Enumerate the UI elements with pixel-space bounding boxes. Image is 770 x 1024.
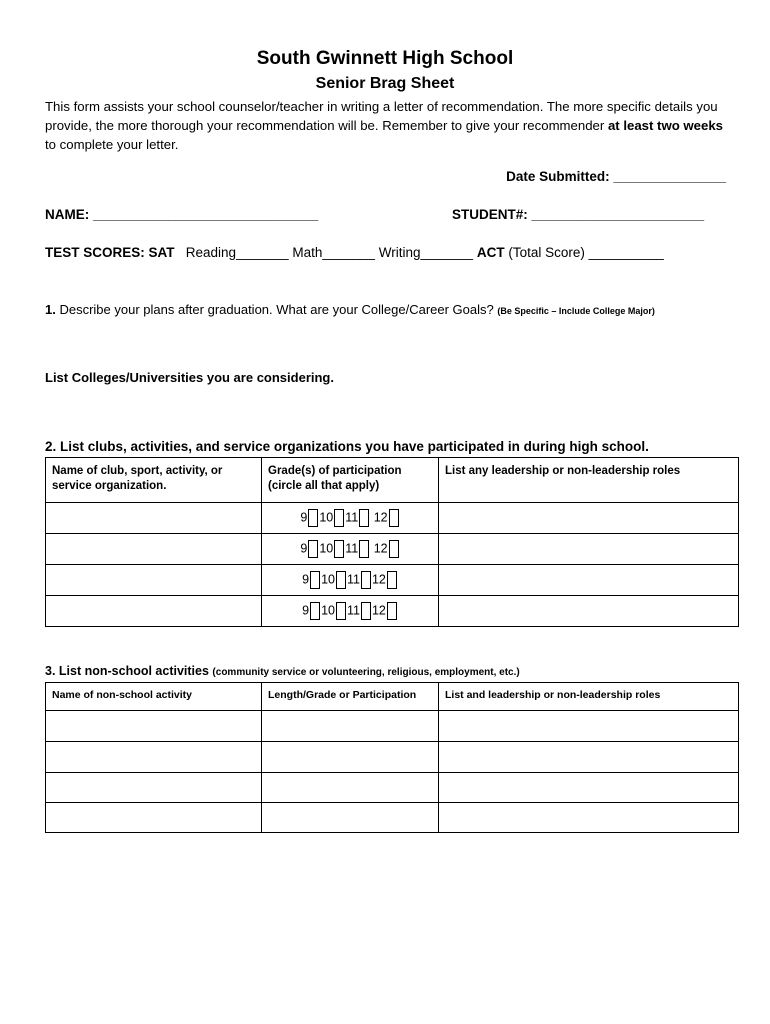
checkbox-icon[interactable] — [361, 571, 371, 589]
non-school-header-row — [46, 683, 739, 711]
non-school-table — [45, 682, 739, 833]
non-school-col-roles: List and leadership or non-leadership roles — [439, 683, 739, 711]
activity-roles-cell[interactable] — [439, 711, 739, 742]
intro-text: This form assists your school counselor/teacher in writing a letter of recommendation. The more specific details you provide, the more thorough your recommendation will be. Remember to give your recommender — [45, 99, 718, 133]
activity-length-cell[interactable] — [262, 803, 439, 833]
section-3-heading — [45, 664, 520, 678]
table-row — [46, 503, 739, 534]
grade-selector[interactable] — [262, 534, 439, 565]
table-row — [46, 742, 739, 773]
club-roles-cell[interactable] — [439, 596, 739, 627]
student-number-field[interactable]: STUDENT#: _______________________ — [452, 207, 705, 222]
checkbox-icon[interactable] — [334, 509, 344, 527]
clubs-table — [45, 457, 739, 627]
activity-name-cell[interactable] — [46, 803, 262, 833]
colleges-label: List Colleges/Universities you are considering. — [45, 370, 334, 385]
activity-roles-cell[interactable] — [439, 773, 739, 803]
page-subtitle: Senior Brag Sheet — [315, 75, 455, 92]
grade-12[interactable]: 12 — [371, 603, 386, 618]
test-scores-row — [45, 245, 664, 260]
table-row — [46, 711, 739, 742]
grade-10[interactable]: 10 — [319, 541, 334, 556]
grade-selector[interactable] — [262, 596, 439, 627]
checkbox-icon[interactable] — [308, 540, 318, 558]
club-roles-cell[interactable] — [439, 565, 739, 596]
checkbox-icon[interactable] — [359, 509, 369, 527]
club-name-cell[interactable] — [46, 503, 262, 534]
act-label: ACT — [476, 245, 505, 260]
club-name-cell[interactable] — [46, 534, 262, 565]
checkbox-icon[interactable] — [387, 602, 397, 620]
act-score-field[interactable]: (Total Score) __________ — [508, 245, 664, 260]
page-title: South Gwinnett High School — [256, 48, 514, 69]
activity-name-cell[interactable] — [46, 742, 262, 773]
activity-name-cell[interactable] — [46, 711, 262, 742]
question-1-number: 1. — [45, 302, 56, 317]
clubs-col-name: Name of club, sport, activity, or service organization. — [46, 458, 262, 503]
sat-math-field[interactable]: Math_______ — [292, 245, 375, 260]
checkbox-icon[interactable] — [334, 540, 344, 558]
activity-length-cell[interactable] — [262, 742, 439, 773]
non-school-col-length: Length/Grade or Participation — [262, 683, 439, 711]
section-3-title: 3. List non-school activities — [45, 664, 209, 678]
grade-selector[interactable] — [262, 503, 439, 534]
checkbox-icon[interactable] — [336, 602, 346, 620]
activity-length-cell[interactable] — [262, 773, 439, 803]
club-name-cell[interactable] — [46, 596, 262, 627]
grade-12[interactable]: 12 — [373, 510, 388, 525]
question-1-note: (Be Specific – Include College Major) — [497, 306, 655, 316]
grade-9[interactable]: 9 — [300, 541, 308, 556]
checkbox-icon[interactable] — [310, 571, 320, 589]
table-row — [46, 803, 739, 833]
grade-9[interactable]: 9 — [302, 603, 310, 618]
activity-name-cell[interactable] — [46, 773, 262, 803]
name-field[interactable]: NAME: ______________________________ — [45, 207, 319, 222]
checkbox-icon[interactable] — [389, 540, 399, 558]
checkbox-icon[interactable] — [336, 571, 346, 589]
grade-11[interactable]: 11 — [346, 572, 360, 587]
grade-11[interactable]: 11 — [345, 510, 359, 525]
test-scores-label: TEST SCORES: SAT — [45, 245, 175, 260]
activity-roles-cell[interactable] — [439, 742, 739, 773]
table-row — [46, 596, 739, 627]
checkbox-icon[interactable] — [359, 540, 369, 558]
sat-writing-field[interactable]: Writing_______ — [378, 245, 474, 260]
grade-11[interactable]: 11 — [346, 603, 360, 618]
activity-length-cell[interactable] — [262, 711, 439, 742]
checkbox-icon[interactable] — [361, 602, 371, 620]
checkbox-icon[interactable] — [310, 602, 320, 620]
grade-12[interactable]: 12 — [373, 541, 388, 556]
date-submitted-field[interactable]: Date Submitted: _______________ — [506, 169, 726, 184]
grade-selector[interactable] — [262, 565, 439, 596]
club-roles-cell[interactable] — [439, 503, 739, 534]
section-2-heading: 2. List clubs, activities, and service organizations you have participated in during high school. — [45, 439, 649, 454]
checkbox-icon[interactable] — [387, 571, 397, 589]
sat-reading-field[interactable]: Reading_______ — [185, 245, 289, 260]
grade-9[interactable]: 9 — [300, 510, 308, 525]
checkbox-icon[interactable] — [308, 509, 318, 527]
checkbox-icon[interactable] — [389, 509, 399, 527]
grade-10[interactable]: 10 — [321, 572, 335, 587]
table-row — [46, 565, 739, 596]
section-3-note: (community service or volunteering, religious, employment, etc.) — [212, 667, 520, 678]
club-name-cell[interactable] — [46, 565, 262, 596]
clubs-col-grades: Grade(s) of participation (circle all that apply) — [262, 458, 439, 503]
question-1 — [45, 302, 655, 317]
grade-11[interactable]: 11 — [345, 541, 359, 556]
club-roles-cell[interactable] — [439, 534, 739, 565]
clubs-col-roles: List any leadership or non-leadership roles — [439, 458, 739, 503]
question-1-text: Describe your plans after graduation. What are your College/Career Goals? — [59, 302, 494, 317]
table-row — [46, 773, 739, 803]
non-school-col-name: Name of non-school activity — [46, 683, 262, 711]
intro-text-end: to complete your letter. — [45, 137, 179, 152]
intro-emphasis: at least two weeks — [607, 118, 724, 133]
intro-paragraph — [45, 97, 735, 154]
grade-10[interactable]: 10 — [319, 510, 334, 525]
grade-10[interactable]: 10 — [321, 603, 335, 618]
activity-roles-cell[interactable] — [439, 803, 739, 833]
table-row — [46, 534, 739, 565]
grade-12[interactable]: 12 — [371, 572, 386, 587]
grade-9[interactable]: 9 — [302, 572, 310, 587]
clubs-header-row — [46, 458, 739, 503]
